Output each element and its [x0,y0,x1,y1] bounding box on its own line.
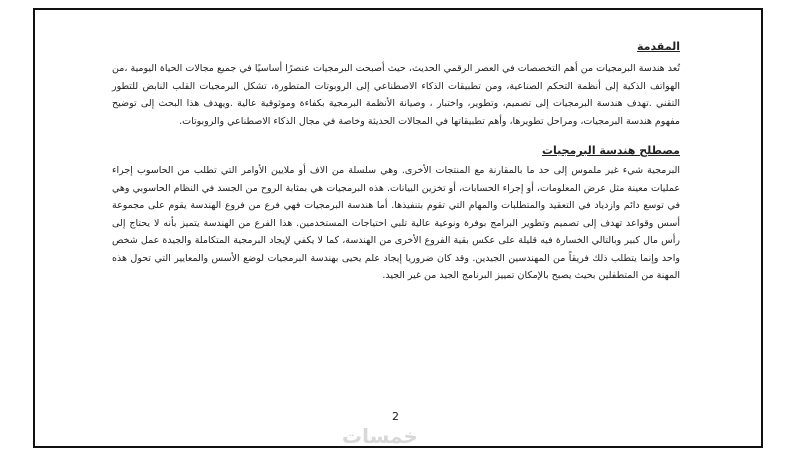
term-paragraph: البرمجية شيء غير ملموس إلى حد ما بالمقارنة مع المنتجات الأخرى. وهي سلسلة من الاف أو ملايين الأوامر التي تطلب من الحاسوب إجراء عمليات معينة مثل عرض المعلومات، أو إجراء الحسابات، أو تخزين البيانات. هذه البرمجيات هي بمثابة الروح من الجسد في النظام الحاسوبي وهي في توسع دائم وازدياد في التعقيد والمتطلبات والمهام التي تقوم بتنفيذها. أما هندسة البرمجيات فهي فرع من فروع الهندسة يقوم على مجموعة أسس وقواعد تهدف إلى تصميم وتطوير البرامج بوفرة ونوعية عالية تلبي احتياجات المستخدمين. هذا الفرع من الهندسة يتميز بأنه لا يحتاج إلى رأس مال كبير وبالتالي الخسارة فيه قليلة على عكس بقية الفروع الأخرى من الهندسة، كما لا يكفي لإيجاد البرمجية المتكاملة والجيدة عمل شخص واحد وإنما يتطلب ذلك فريقاً من المهندسين الجيدين. وقد كان ضروريا إيجاد علم يحيى بهندسة البرمجيات لوضع الأسس والمعايير التي تحول هذه المهنة من المتطفلين بحيث يصبح بالإمكان تمييز البرنامج الجيد من غير الجيد. [112,165,680,281]
term-heading: مصطلح هندسة البرمجيات [541,144,680,157]
watermark-logo: خمسات [342,424,418,448]
introduction-heading: المقدمة [636,40,680,53]
introduction-paragraph: تُعد هندسة البرمجيات من أهم التخصصات في العصر الرقمي الحديث، حيث أصبحت البرمجيات عنصرًا أساسيًا في جميع مجالات الحياة اليومية ،من الهواتف الذكية إلى أنظمة التحكم الصناعية، ومن تطبيقات الذكاء الاصطناعي إلى الروبوتات المتطورة، تشكل البرمجيات القلب النابض للتطور التقني .تهدف هندسة البرمجيات إلى تصميم، وتطوير، واختبار ، وصيانة الأنظمة البرمجية بكفاءة وموثوقية عالية .ويهدف هذا البحث إلى توضيح مفهوم هندسة البرمجيات، ومراحل تطويرها، وأهم تطبيقاتها في المجالات الحديثة وخاصة في مجال الذكاء الاصطناعي والروبوتات. [112,63,680,127]
document-content [112,38,680,285]
page-number: 2 [392,410,399,423]
